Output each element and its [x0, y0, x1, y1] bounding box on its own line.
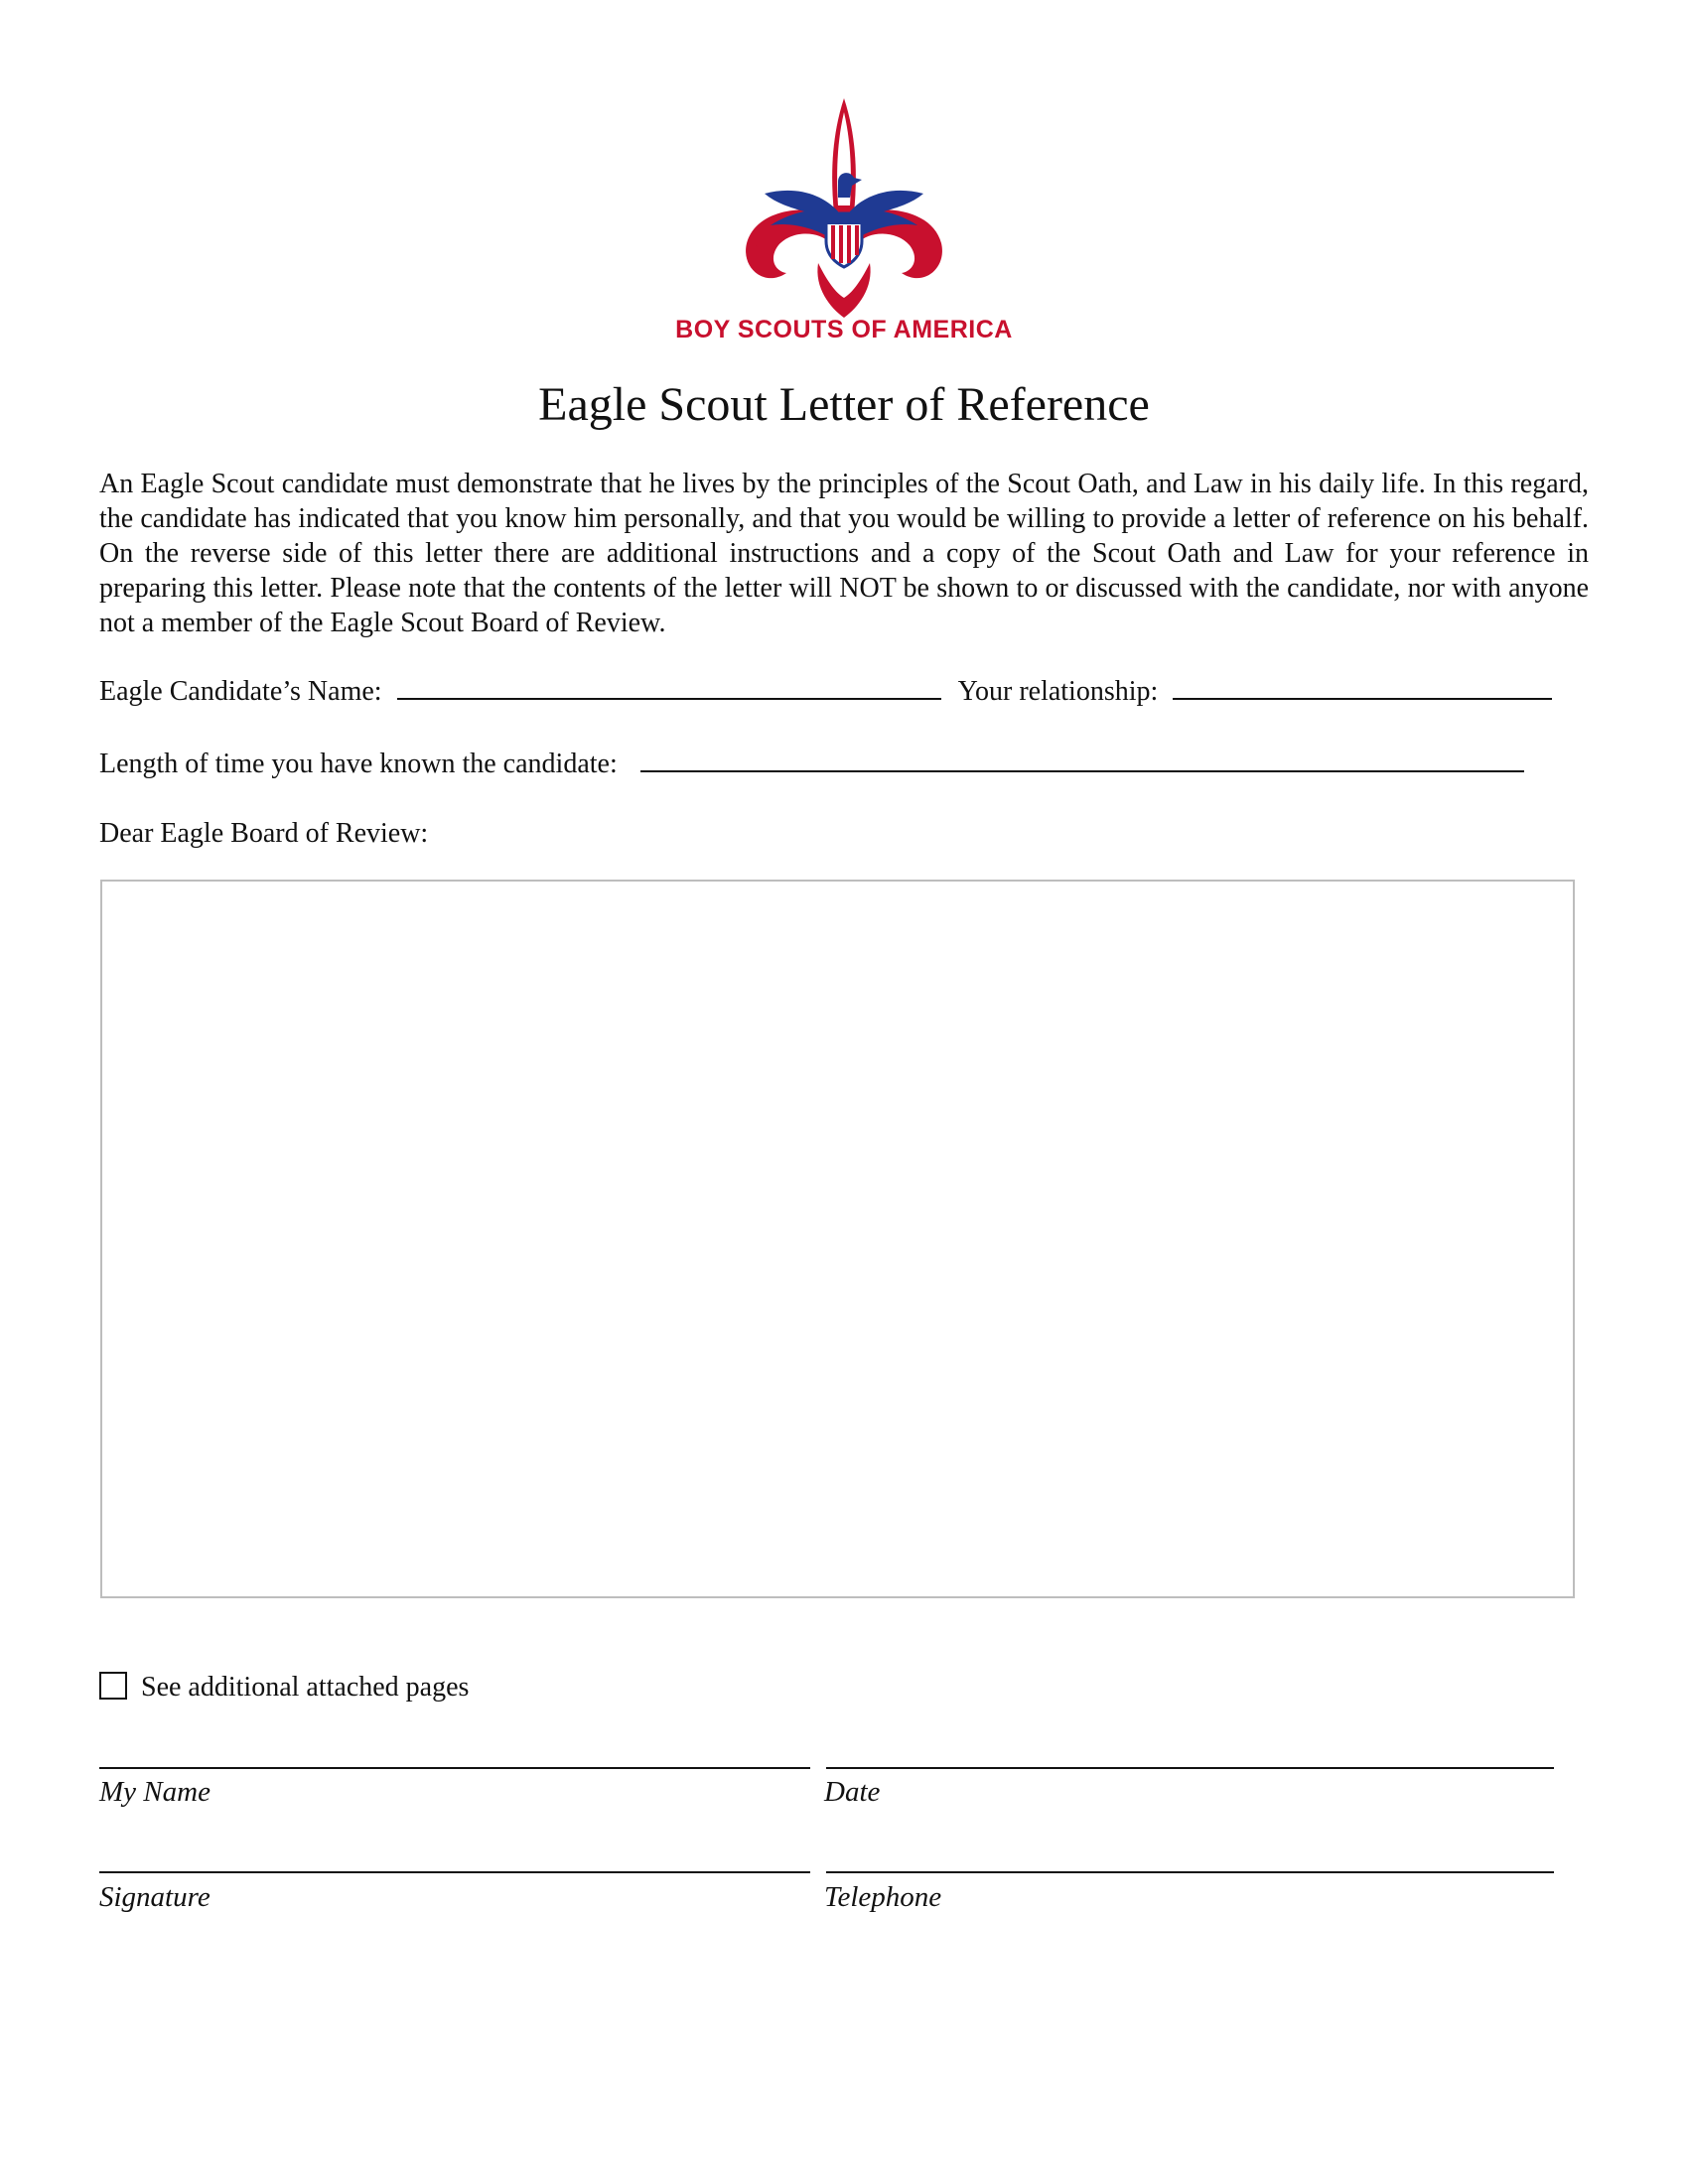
length-known-label: Length of time you have known the candidate: [99, 749, 618, 779]
date-label: Date [824, 1776, 881, 1808]
logo-wordmark: BOY SCOUTS OF AMERICA [675, 316, 1013, 343]
bsa-logo [735, 94, 953, 352]
document-title: Eagle Scout Letter of Reference [538, 378, 1150, 431]
candidate-name-label: Eagle Candidate’s Name: [99, 676, 382, 707]
date-field[interactable] [826, 1767, 1554, 1769]
telephone-label: Telephone [824, 1881, 942, 1913]
letter-text-area[interactable] [100, 880, 1575, 1598]
my-name-field[interactable] [99, 1767, 810, 1769]
candidate-name-field[interactable] [397, 672, 941, 700]
my-name-label: My Name [99, 1776, 211, 1808]
relationship-label: Your relationship: [957, 676, 1159, 707]
length-known-field[interactable] [640, 745, 1524, 772]
fleur-de-lis-eagle-icon [735, 94, 953, 323]
signature-label: Signature [99, 1881, 211, 1913]
salutation: Dear Eagle Board of Review: [99, 818, 429, 849]
attached-pages-label: See additional attached pages [141, 1672, 470, 1703]
length-known-row [99, 745, 1524, 781]
attached-pages-checkbox[interactable] [99, 1672, 127, 1700]
intro-paragraph: An Eagle Scout candidate must demonstrate that he lives by the principles of the Scout Oath, and Law in his daily life. In this regard, the candidate has indicated that you know him personally, and that you would be willing to provide a letter of reference on his behalf. On the reverse side of this letter there are additional instructions and a copy of the Scout Oath and Law for your reference in preparing this letter. Please note that the contents of the letter will NOT be shown to or discussed with the candidate, nor with anyone not a member of the Eagle Scout Board of Review. [99, 469, 1589, 638]
telephone-field[interactable] [826, 1871, 1554, 1873]
attached-pages-option [99, 1671, 469, 1705]
signature-field[interactable] [99, 1871, 810, 1873]
candidate-relationship-row [99, 672, 1552, 709]
relationship-field[interactable] [1173, 672, 1552, 700]
